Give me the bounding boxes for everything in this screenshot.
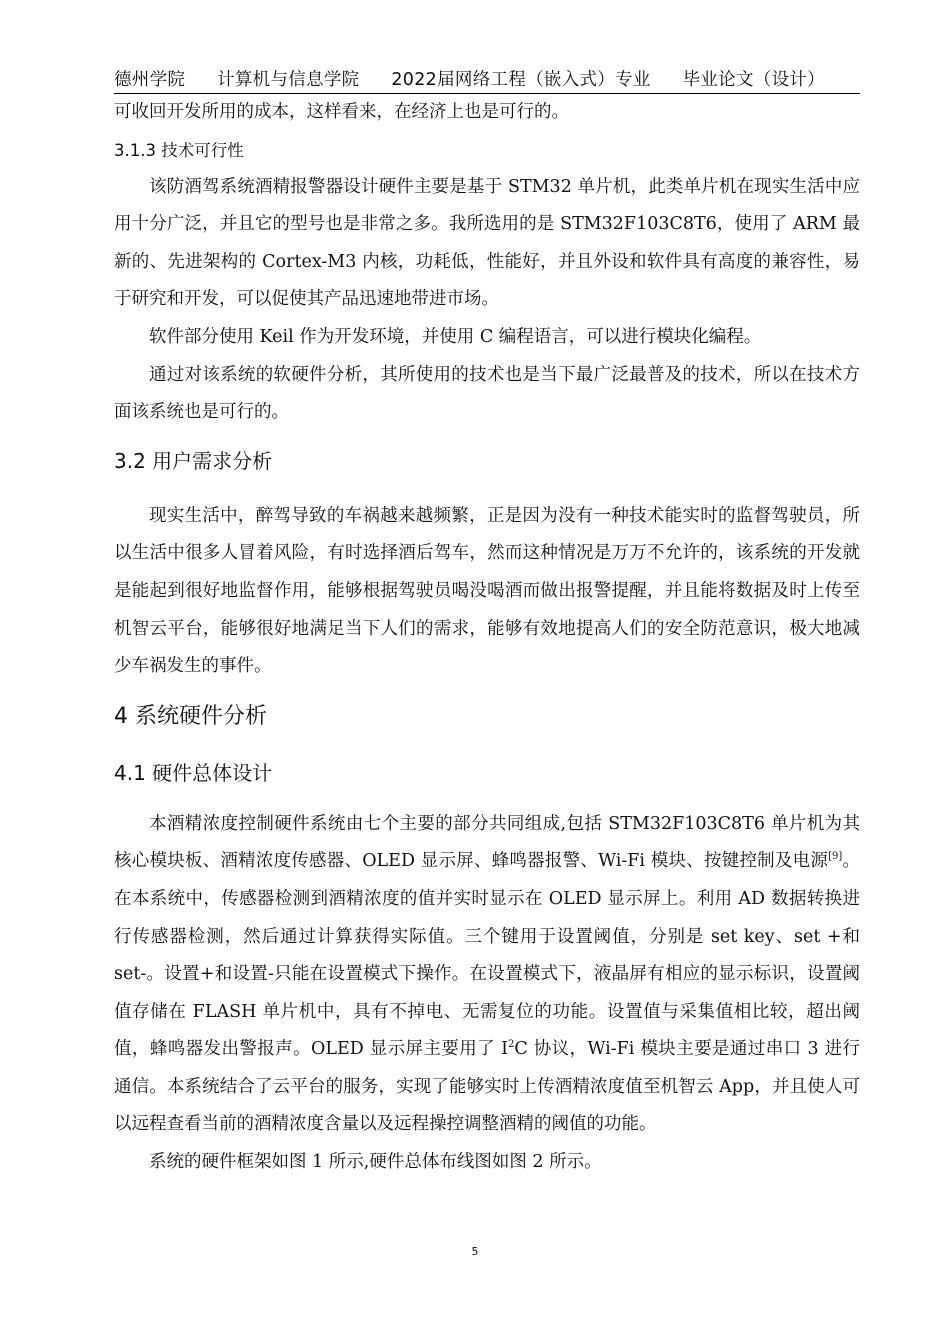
citation-reference: [9] bbox=[828, 851, 843, 863]
section-3-2-heading: 3.2 用户需求分析 bbox=[114, 448, 273, 473]
section-3-1-3-heading: 3.1.3 技术可行性 bbox=[114, 140, 244, 160]
paragraph: 软件部分使用 Keil 作为开发环境，并使用 C 编程语言，可以进行模块化编程。 bbox=[149, 326, 762, 347]
paragraph bbox=[114, 806, 860, 1144]
document-body bbox=[114, 94, 860, 1182]
superscript: 2 bbox=[507, 1039, 515, 1051]
paragraph: 该防酒驾系统酒精报警器设计硬件主要是基于 STM32 单片机，此类单片机在现实生活中应用十分广泛，并且它的型号也是非常之多。我所选用的是 STM32F103C8T6，使用了 ARM 最新的、先进架构的 Cortex-M3 内核，功耗低，性能好，并且外设和软件具有高度的兼容性，易于研究和开发，可以促使其产品迅速地带进市场。 bbox=[114, 176, 860, 310]
section-4-heading: 4 系统硬件分析 bbox=[114, 703, 267, 729]
header-school: 德州学院 bbox=[114, 70, 186, 90]
paragraph-text: 本酒精浓度控制硬件系统由七个主要的部分共同组成,包括 STM32F103C8T6 单片机为其核心模块板、酒精浓度传感器、OLED 显示屏、蜂鸣器报警、Wi-Fi 模块、按键控制及电源 bbox=[114, 813, 860, 872]
paragraph-text: C 协议，Wi-Fi 模块主要是通过串口 3 进行通信。本系统结合了云平台的服务，实现了能够实时上传酒精浓度值至机智云 App，并且使人可以远程查看当前的酒精浓度含量以及远程操控调整酒精的阈值的功能。 bbox=[114, 1039, 861, 1135]
header-major: 2022届网络工程（嵌入式）专业 bbox=[391, 70, 651, 90]
page-number: 5 bbox=[471, 1245, 479, 1258]
paragraph: 系统的硬件框架如图 1 所示,硬件总体布线图如图 2 所示。 bbox=[149, 1152, 602, 1173]
header-college: 计算机与信息学院 bbox=[217, 70, 360, 90]
paragraph: 现实生活中，醉驾导致的车祸越来越频繁，正是因为没有一种技术能实时的监督驾驶员，所以生活中很多人冒着风险，有时选择酒后驾车，然而这种情况是万万不允许的，该系统的开发就是能起到很好地监督作用，能够根据驾驶员喝没喝酒而做出报警提醒，并且能将数据及时上传至机智云平台，能够很好地满足当下人们的需求，能够有效地提高人们的安全防范意识，极大地减少车祸发生的事件。 bbox=[114, 505, 860, 677]
page-header bbox=[114, 66, 860, 94]
paragraph: 通过对该系统的软硬件分析，其所使用的技术也是当下最广泛最普及的技术，所以在技术方面该系统也是可行的。 bbox=[114, 364, 860, 423]
header-doc-type: 毕业论文（设计） bbox=[682, 70, 825, 90]
paragraph-continued: 可收回开发所用的成本，这样看来，在经济上也是可行的。 bbox=[114, 102, 569, 122]
section-4-1-heading: 4.1 硬件总体设计 bbox=[114, 760, 273, 785]
paragraph-text: 。在本系统中，传感器检测到酒精浓度的值并实时显示在 OLED 显示屏上。利用 AD 数据转换进行传感器检测，然后通过计算获得实际值。三个键用于设置阈值，分别是 set key、set +和 set-。设置+和设置-只能在设置模式下操作。在设置模式下，液晶屏有相应的显示标识，设置阈值存储在 FLASH 单片机中，具有不掉电、无需复位的功能。设置值与采集值相比较，超出阈值，蜂鸣器发出警报声。OLED 显示屏主要用了 I bbox=[114, 851, 861, 1060]
